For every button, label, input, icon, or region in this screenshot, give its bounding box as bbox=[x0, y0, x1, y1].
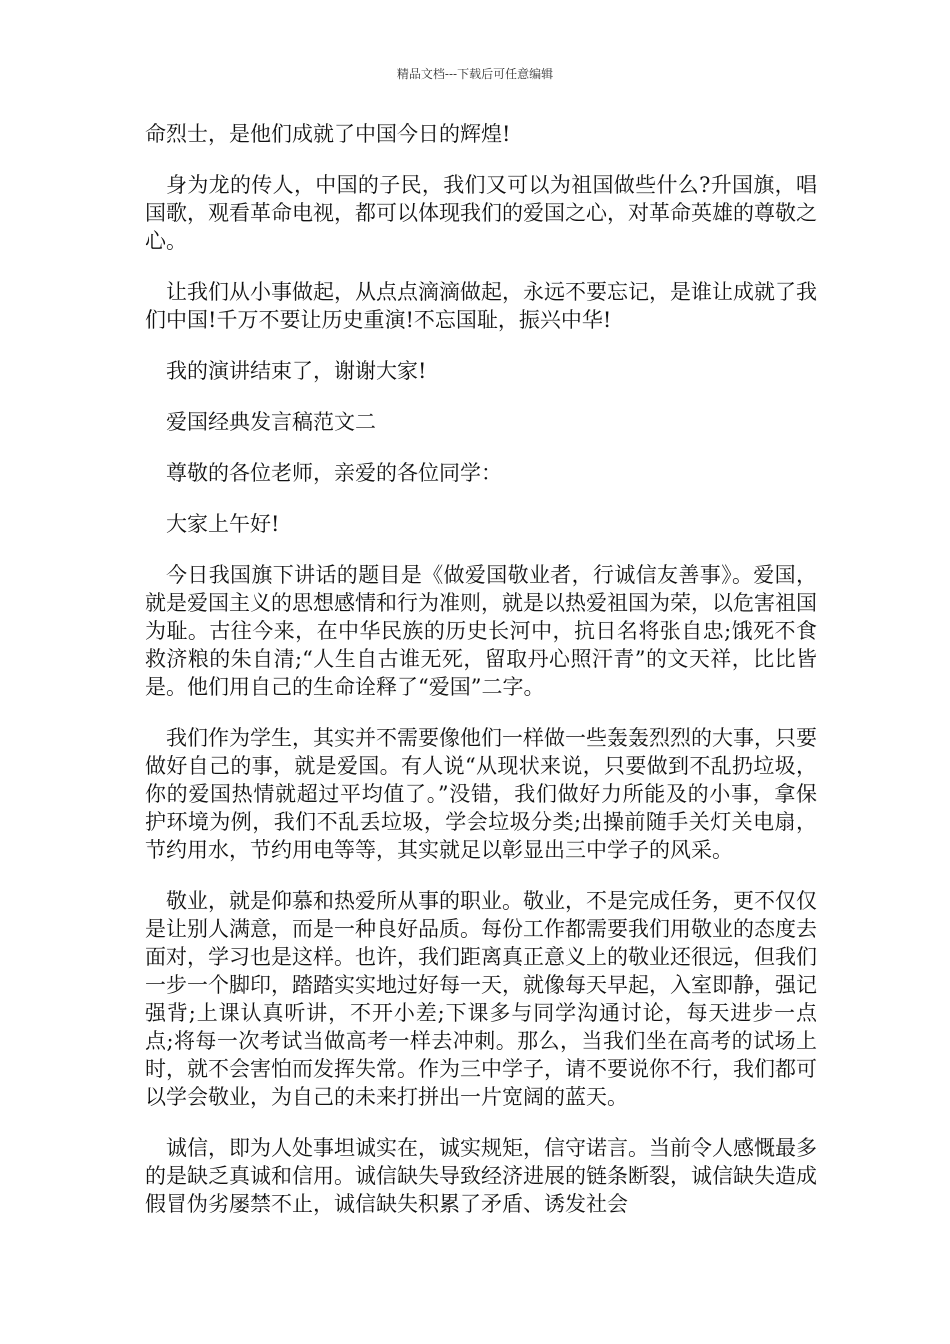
paragraph: 诚信，即为人处事坦诚实在，诚实规矩，信守诺言。当前令人感慨最多的是缺乏真诚和信用。诚信缺失导致经济进展的链条断裂，诚信缺失造成假冒伪劣屡禁不止，诚信缺失积累了矛盾、诱发社会 bbox=[145, 1136, 817, 1216]
paragraph: 让我们从小事做起，从点点滴滴做起，永远不要忘记，是谁让成就了我们中国!千万不要让历史重演!不忘国耻，振兴中华! bbox=[145, 280, 817, 332]
paragraph: 身为龙的传人，中国的子民，我们又可以为祖国做些什么?升国旗，唱国歌，观看革命电视，都可以体现我们的爱国之心，对革命英雄的尊敬之心。 bbox=[145, 173, 817, 253]
greeting: 大家上午好! bbox=[166, 512, 280, 536]
paragraph: 我们作为学生，其实并不需要像他们一样做一些轰轰烈烈的大事，只要做好自己的事，就是爱国。有人说“从现状来说，只要做到不乱扔垃圾，你的爱国热情就超过平均值了。”没错，我们做好力所能及的小事，拿保护环境为例，我们不乱丢垃圾，学会垃圾分类;出操前随手关灯关电扇，节约用水，节约用电等等，其实就足以彰显出三中学子的风采。 bbox=[145, 726, 817, 862]
paragraph: 命烈士，是他们成就了中国今日的辉煌! bbox=[145, 122, 511, 146]
document-body bbox=[145, 120, 817, 1241]
paragraph: 我的演讲结束了，谢谢大家! bbox=[166, 359, 427, 383]
paragraph: 今日我国旗下讲话的题目是《做爱国敬业者，行诚信友善事》。爱国，就是爱国主义的思想感情和行为准则，就是以热爱祖国为荣，以危害祖国为耻。古往今来，在中华民族的历史长河中，抗日名将张自忠;饿死不食救济粮的朱自清;“人生自古谁无死，留取丹心照汗青”的文天祥，比比皆是。他们用自己的生命诠释了“爱国”二字。 bbox=[145, 563, 817, 699]
page-header: 精品文档---下载后可任意编辑 bbox=[396, 67, 554, 81]
paragraph: 敬业，就是仰慕和热爱所从事的职业。敬业，不是完成任务，更不仅仅是让别人满意，而是一种良好品质。每份工作都需要我们用敬业的态度去面对，学习也是这样。也许，我们距离真正意义上的敬业还很远，但我们一步一个脚印，踏踏实实地过好每一天，就像每天早起，入室即静，强记强背;上课认真听讲，不开小差;下课多与同学沟通讨论，每天进步一点点;将每一次考试当做高考一样去冲刺。那么，当我们坐在高考的试场上时，就不会害怕而发挥失常。作为三中学子，请不要说你不行，我们都可以学会敬业，为自己的未来打拼出一片宽阔的蓝天。 bbox=[145, 889, 817, 1109]
section-title: 爱国经典发言稿范文二 bbox=[166, 410, 376, 434]
salutation: 尊敬的各位老师，亲爱的各位同学： bbox=[166, 461, 502, 485]
